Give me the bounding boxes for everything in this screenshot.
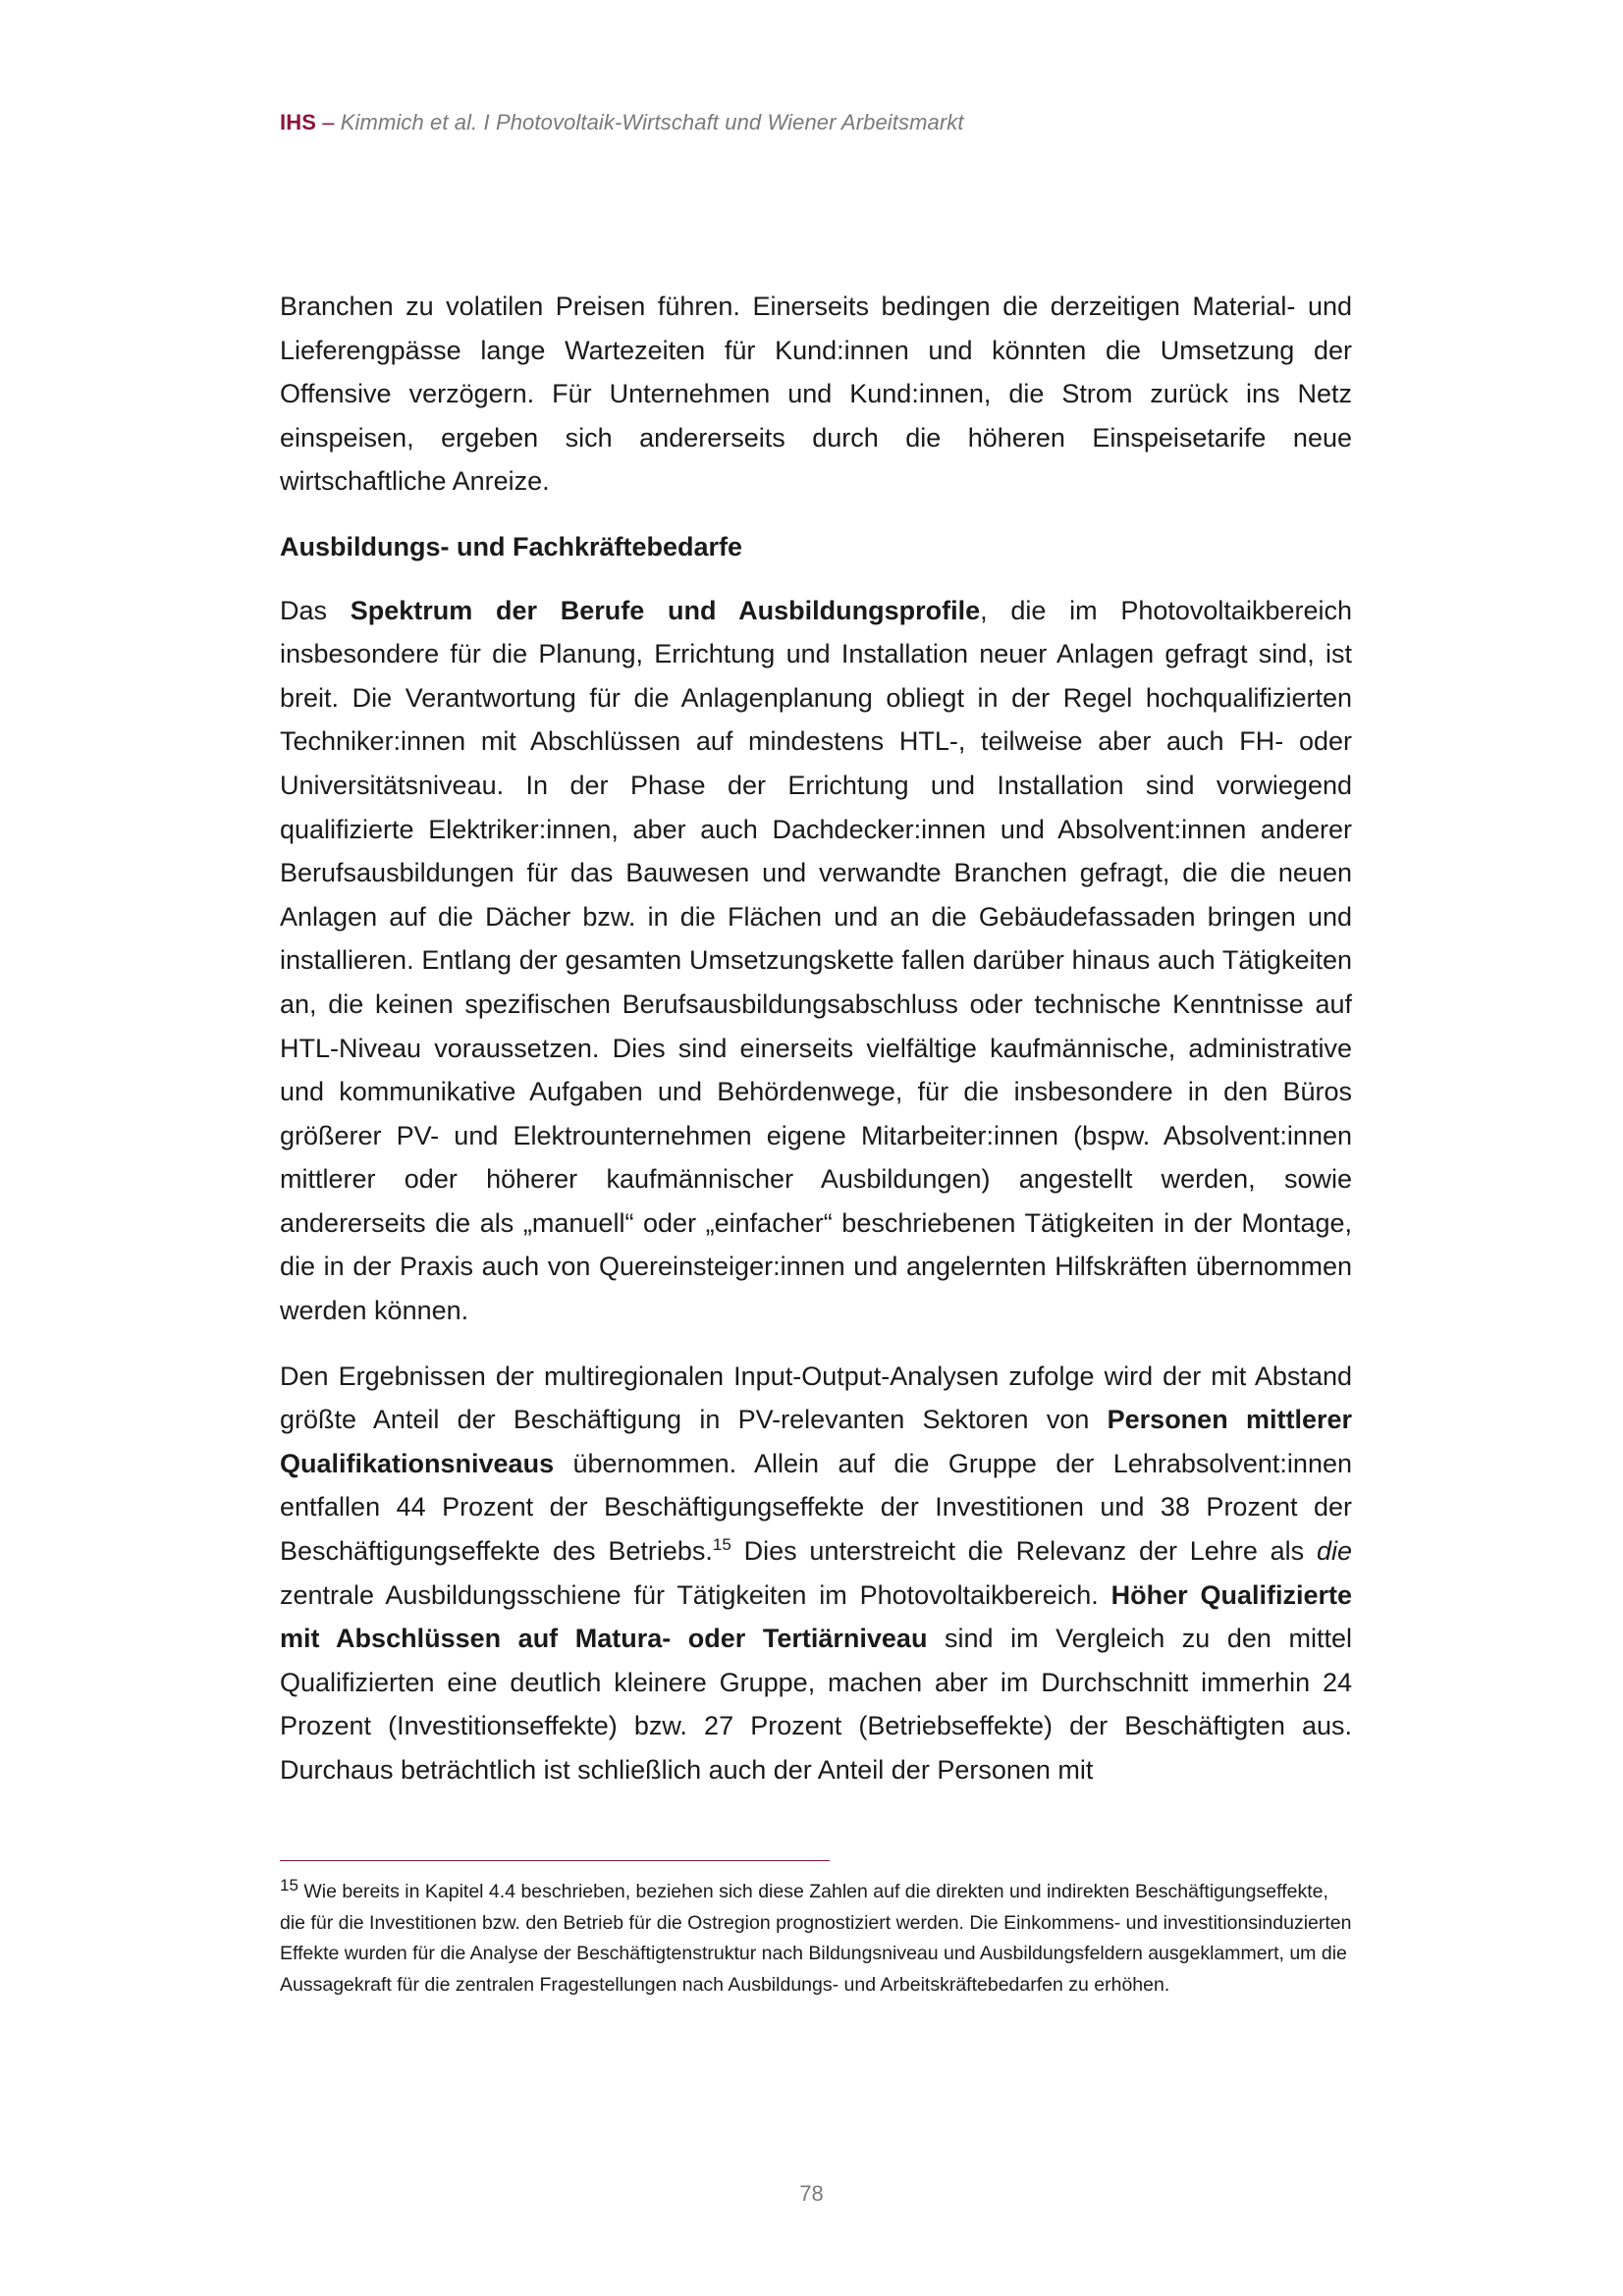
footnote-text: Wie bereits in Kapitel 4.4 beschrieben, beziehen sich diese Zahlen auf die direkten und indirekten Beschäftigungseffekte, die für die Investitionen bzw. den Betrieb für die Ostregion prognostiziert werden. Die Einkommens- und investitionsinduzierten Effekte wurden für die Analyse der Beschäftigtenstruktur nach Bildungsniveau und Ausbildungsfeldern ausgeklammert, um die Aussagekraft für die zentralen Fragestellungen nach Ausbildungs- und Arbeitskräftebedarfen zu erhöhen. [280,1881,1352,1996]
page-number: 78 [799,2181,824,2206]
footnote-reference[interactable]: 15 [712,1535,731,1555]
paragraph-2 [280,589,1352,1333]
header-separator: – [322,110,335,134]
paragraph-3-text-2: übernommen. Allein auf die Gruppe der Lehrabsolvent:innen entfallen 44 Prozent der Beschäftigungseffekte der Investitionen und 38 Prozent der Beschäftigungseffekte des Betriebs. [280,1448,1352,1567]
paragraph-2-bold-1: Spektrum der Berufe und Ausbildungsprofile [350,595,981,625]
paragraph-3-bold-2: Höher Qualifizierte mit Abschlüssen auf Matura- oder Tertiärniveau [280,1579,1352,1654]
footnote [280,1877,1352,2001]
paragraph-3 [280,1355,1352,1792]
paragraph-2-text-2: , die im Photovoltaikbereich insbesondere für die Planung, Errichtung und Installation neuer Anlagen gefragt sind, ist breit. Die Verantwortung für die Anlagenplanung obliegt in der Regel hochqualifizierten Techniker:innen mit Abschlüssen auf mindestens HTL-, teilweise aber auch FH- oder Universitätsniveau. In der Phase der Errichtung und Installation sind vorwiegend qualifizierte Elektriker:innen, aber auch Dachdecker:innen und Absolvent:innen anderer Berufsausbildungen für das Bauwesen und verwandte Branchen gefragt, die die neuen Anlagen auf die Dächer bzw. in die Flächen und an die Gebäudefassaden bringen und installieren. Entlang der gesamten Umsetzungskette fallen darüber hinaus auch Tätigkeiten an, die keinen spezifischen Berufsausbildungsabschluss oder technische Kenntnisse auf HTL-Niveau voraussetzen. Dies sind einerseits vielfältige kaufmännische, administrative und kommunikative Aufgaben und Behördenwege, für die insbesondere in den Büros größerer PV- und Elektrounternehmen eigene Mitarbeiter:innen (bspw. Absolvent:innen mittlerer oder höherer kaufmännischer Ausbildungen) angestellt werden, sowie andererseits die als „manuell“ oder „einfacher“ beschriebenen Tätigkeiten in der Montage, die in der Praxis auch von Quereinsteiger:innen und angelernten Hilfskräften übernommen werden können. [280,595,1352,1326]
footnote-divider [280,1860,830,1861]
footnote-number: 15 [280,1876,298,1895]
paragraph-2-text-1: Das [280,595,351,625]
running-header [280,110,964,135]
paragraph-3-text-4: zentrale Ausbildungsschiene für Tätigkeiten im Photovoltaikbereich. [280,1579,1111,1610]
header-title: Kimmich et al. I Photovoltaik-Wirtschaft und Wiener Arbeitsmarkt [340,110,964,134]
paragraph-3-text-5: sind im Vergleich zu den mittel Qualifizierten eine deutlich kleinere Gruppe, machen aber im Durchschnitt immerhin 24 Prozent (Investitionseffekte) bzw. 27 Prozent (Betriebseffekte) der Beschäftigten aus. Durchaus beträchtlich ist schließlich auch der Anteil der Personen mit [280,1624,1352,1785]
header-org: IHS [280,110,316,134]
paragraph-3-text-1: Den Ergebnissen der multiregionalen Input-Output-Analysen zufolge wird der mit Abstand größte Anteil der Beschäftigung in PV-relevanten Sektoren von [280,1361,1352,1435]
paragraph-1: Branchen zu volatilen Preisen führen. Einerseits bedingen die derzeitigen Material- und Lieferengpässe lange Wartezeiten für Kund:innen und könnten die Umsetzung der Offensive verzögern. Für Unternehmen und Kund:innen, die Strom zurück ins Netz einspeisen, ergeben sich andererseits durch die höheren Einspeisetarife neue wirtschaftliche Anreize. [280,292,1352,497]
section-heading: Ausbildungs- und Fachkräftebedarfe [280,531,743,561]
paragraph-3-bold-1: Personen mittlerer Qualifikationsniveaus [280,1405,1352,1478]
paragraph-3-text-3: Dies unterstreicht die Relevanz der Lehre als [730,1536,1317,1567]
body-text [280,285,1352,1814]
paragraph-3-italic-1: die [1316,1536,1352,1567]
